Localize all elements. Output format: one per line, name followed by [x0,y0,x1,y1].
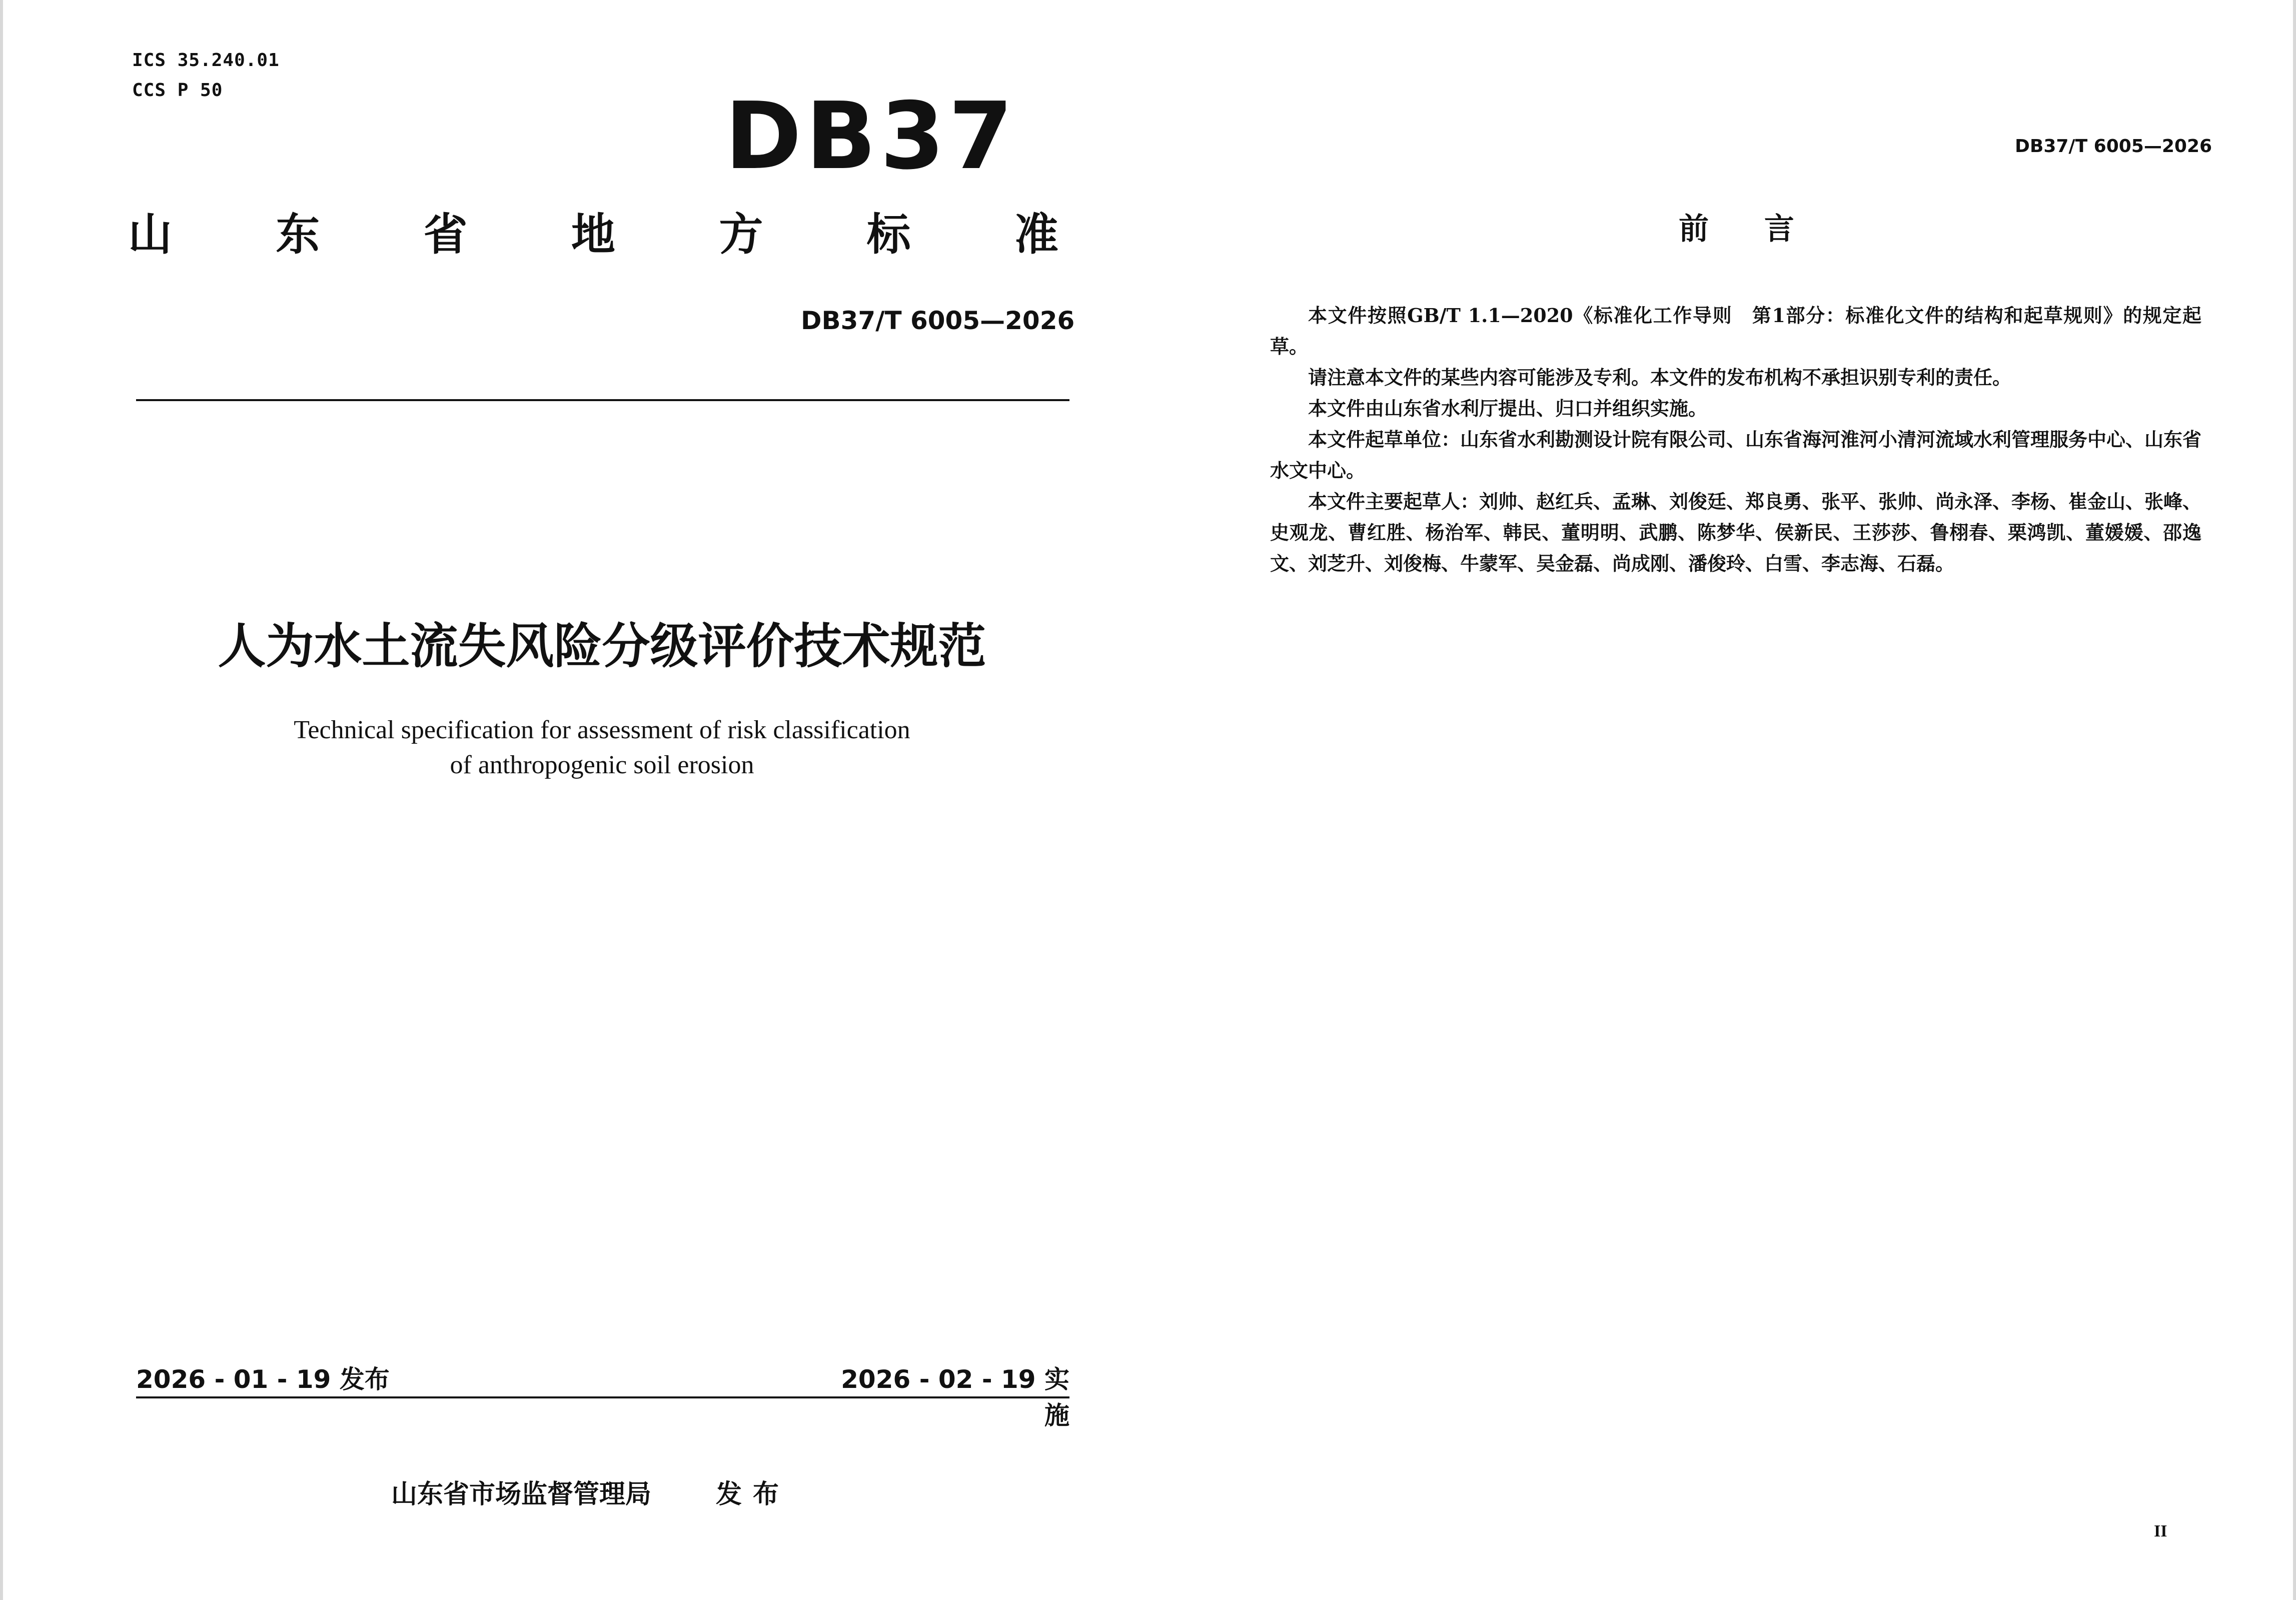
foreword-body [1270,300,2201,579]
title-chinese: 人为水土流失风险分级评价技术规范 [218,618,986,674]
foreword-paragraph: 本文件主要起草人：刘帅、赵红兵、孟琳、刘俊廷、郑良勇、张平、张帅、尚永泽、李杨、崔金山、张峰、史观龙、曹红胜、杨治军、韩民、董明明、武鹏、陈梦华、侯新民、王莎莎、鲁栩春、栗鸿凯、董媛媛、邵逸文、刘芝升、刘俊梅、牛蒙军、吴金磊、尚成刚、潘俊玲、白雪、李志海、石磊。 [1270,490,2202,575]
ccs-code: CCS P 50 [132,80,223,101]
issuing-authority: 山东省市场监督管理局 [391,1479,652,1509]
page-number: II [2154,1522,2167,1540]
standard-number: DB37/T 6005—2026 [801,306,1075,335]
header-standard-number: DB37/T 6005—2026 [2015,136,2212,157]
category-char: 省 [423,209,468,260]
foreword-page [1201,0,2293,1600]
ics-code: ICS 35.240.01 [132,50,280,71]
cover-top-divider [136,399,1069,401]
foreword-paragraph: 请注意本文件的某些内容可能涉及专利。本文件的发布机构不承担识别专利的责任。 [1308,366,2012,389]
foreword-paragraph: 本文件由山东省水利厅提出、归口并组织实施。 [1308,397,1708,420]
page-edge-right [2293,0,2296,1600]
foreword-paragraph: 本文件起草单位：山东省水利勘测设计院有限公司、山东省海河淮河小清河流域水利管理服务中心、山东省水文中心。 [1270,428,2202,482]
category-char: 山 [128,209,173,260]
cover-bottom-divider [136,1396,1069,1398]
category-char: 东 [276,209,320,260]
category-char: 地 [571,209,615,260]
title-english-line: Technical specification for assessment of risk classification [294,716,910,744]
category-char: 标 [866,209,911,260]
standard-category-heading [128,209,1058,260]
release-date: 2026 - 01 - 19 发布 [136,1365,390,1394]
category-char: 方 [719,209,763,260]
foreword-paragraph: 本文件按照GB/T 1.1—2020《标准化工作导则 第1部分：标准化文件的结构和起草规则》的规定起草。 [1270,304,2201,358]
title-english [3,713,1201,783]
implementation-date: 2026 - 02 - 19 实施 [841,1365,1069,1430]
foreword-title: 前 言 [1679,212,1794,247]
title-english-line: of anthropogenic soil erosion [450,751,754,779]
cover-page [3,0,1201,1600]
db37-logo: DB37 [725,82,1017,190]
category-char: 准 [1014,209,1058,260]
issue-label: 发布 [716,1479,790,1509]
